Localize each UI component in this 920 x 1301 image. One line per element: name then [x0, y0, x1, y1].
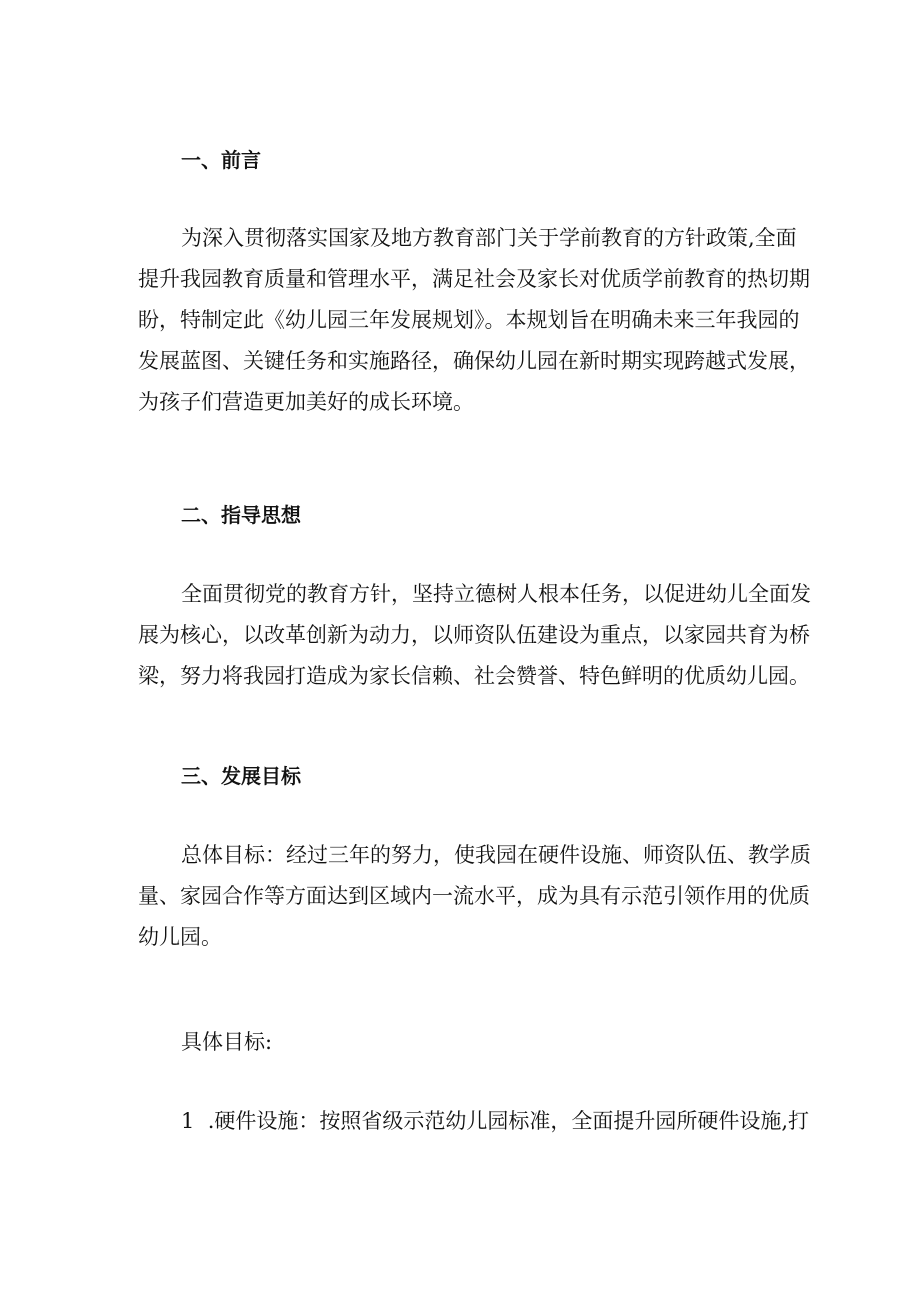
- text-line: 全面贯彻党的教育方针，坚持立德树人根本任务，以促进幼儿全面发: [181, 582, 811, 606]
- text-line: 梁，努力将我园打造成为家长信赖、社会赞誉、特色鲜明的优质幼儿园。: [138, 664, 810, 688]
- text-line: 发展蓝图、关键任务和实施路径，确保幼儿园在新时期实现跨越式发展，: [138, 349, 810, 373]
- text-line: 量、家园合作等方面达到区域内一流水平，成为具有示范引领作用的优质: [138, 884, 810, 908]
- text-line: 总体目标：经过三年的努力，使我园在硬件设施、师资队伍、教学质: [181, 843, 811, 867]
- section-heading-preface: 一、前言: [181, 148, 261, 172]
- paragraph-overall-goal: [138, 835, 811, 958]
- section-heading-guiding-ideology: 二、指导思想: [181, 503, 301, 527]
- text-line: 为深入贯彻落实国家及地方教育部门关于学前教育的方针政策,全面: [181, 226, 797, 250]
- text-line: 具体目标:: [181, 1030, 273, 1054]
- text-line: 为孩子们营造更加美好的成长环境。: [138, 390, 474, 414]
- text-line: 盼，特制定此《幼儿园三年发展规划》。本规划旨在明确未来三年我园的: [138, 308, 800, 332]
- text-line: 展为核心，以改革创新为动力，以师资队伍建设为重点，以家园共育为桥: [138, 623, 810, 647]
- text-line: 幼儿园。: [138, 925, 222, 949]
- paragraph-preface: [138, 218, 810, 423]
- paragraph-guiding-ideology: [138, 574, 811, 697]
- section-heading-development-goals: 三、发展目标: [181, 764, 301, 788]
- list-item-hardware-facilities: [138, 1101, 810, 1142]
- text-line: 提升我园教育质量和管理水平，满足社会及家长对优质学前教育的热切期: [138, 267, 810, 291]
- paragraph-specific-goals-label: [138, 1022, 788, 1063]
- text-line: 1 .硬件设施：按照省级示范幼儿园标准，全面提升园所硬件设施,打: [181, 1109, 810, 1133]
